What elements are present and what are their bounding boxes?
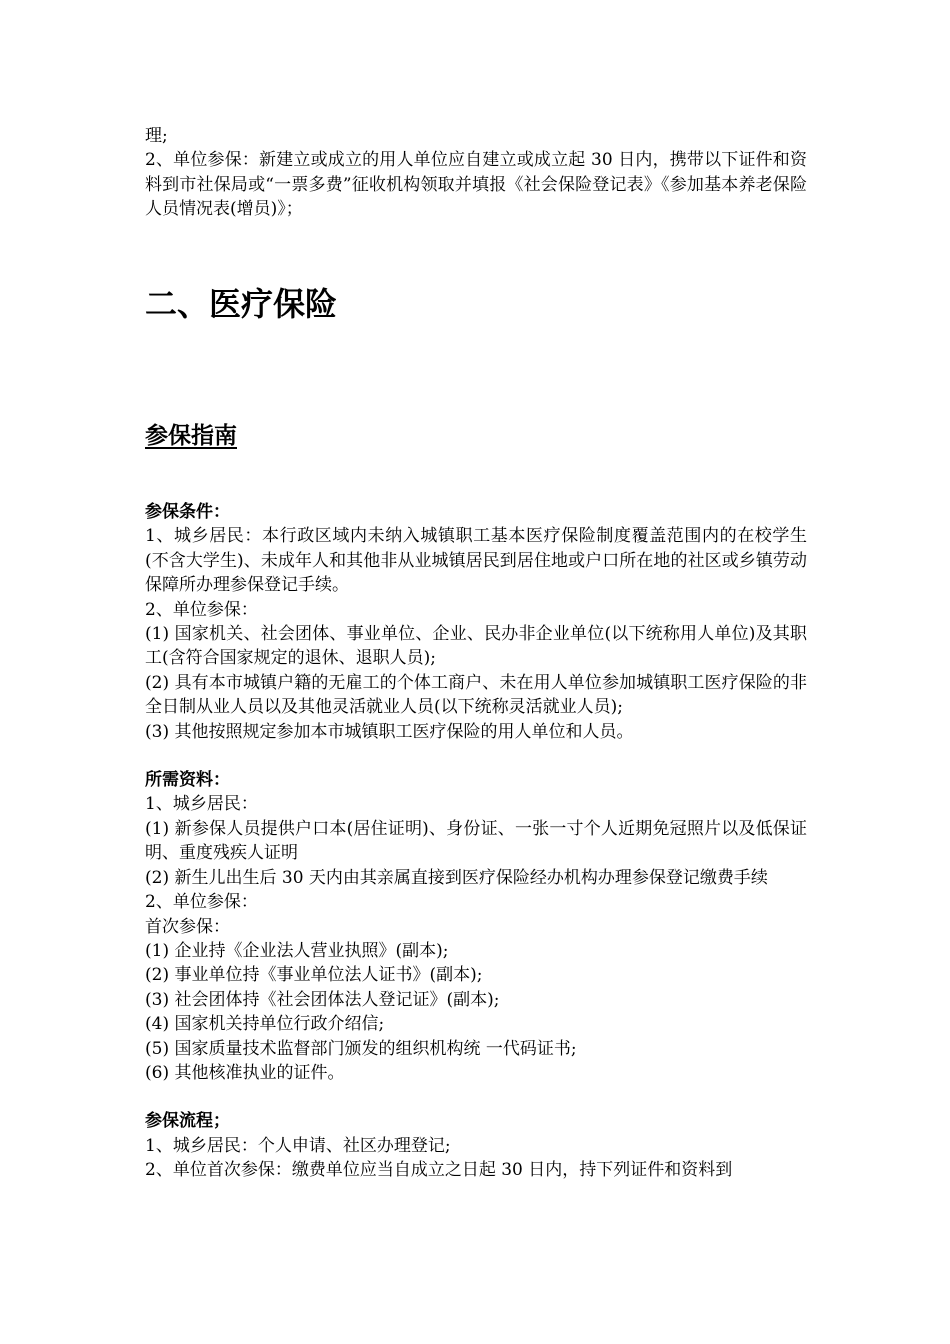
- list-item: 1、城乡居民：个人申请、社区办理登记;: [145, 1135, 451, 1156]
- list-item: (3) 其他按照规定参加本市城镇职工医疗保险的用人单位和人员。: [145, 721, 634, 742]
- section-title-conditions: 参保条件：: [145, 502, 230, 522]
- list-item: 1、城乡居民：: [145, 794, 258, 815]
- paragraph-line: 理;: [145, 126, 168, 146]
- spacer: [145, 1085, 807, 1109]
- list-item: (3) 社会团体持《社会团体法人登记证》(副本);: [145, 989, 500, 1010]
- list-item: 首次参保：: [145, 916, 230, 937]
- list-item: (2) 事业单位持《事业单位法人证书》(副本);: [145, 965, 483, 986]
- section-heading-medical-insurance: 二、医疗保险: [145, 285, 338, 323]
- main-content: [145, 500, 807, 1183]
- list-item: (5) 国家质量技术监督部门颁发的组织机构统 一代码证书;: [145, 1038, 577, 1059]
- list-item: (6) 其他核准执业的证件。: [145, 1062, 345, 1083]
- list-item: (1) 新参保人员提供户口本(居住证明)、身份证、一张一寸个人近期免冠照片以及低保证明、重度残疾人证明: [145, 818, 807, 864]
- list-item: (2) 新生儿出生后 30 天内由其亲属直接到医疗保险经办机构办理参保登记缴费手续: [145, 867, 768, 888]
- list-item: (4) 国家机关持单位行政介绍信;: [145, 1014, 385, 1035]
- section-title-process: 参保流程；: [145, 1111, 230, 1132]
- list-item: (2) 具有本市城镇户籍的无雇工的个体工商户、未在用人单位参加城镇职工医疗保险的非全日制从业人员以及其他灵活就业人员(以下统称灵活就业人员);: [145, 672, 807, 718]
- list-item: 2、单位参保：: [145, 599, 258, 620]
- subheading-enrollment-guide: 参保指南: [145, 423, 237, 449]
- list-item: (1) 国家机关、社会团体、事业单位、企业、民办非企业单位(以下统称用人单位)及其职工(含符合国家规定的退休、退职人员);: [145, 624, 807, 669]
- spacer: [145, 744, 807, 768]
- paragraph-line: 2、单位参保：新建立或成立的用人单位应自建立或成立起 30 日内，携带以下证件和资料到市社保局或“一票多费”征收机构领取并填报《社会保险登记表》《参加基本养老保险人员情况表(增员)》；: [145, 150, 807, 220]
- list-item: 2、单位参保：: [145, 892, 258, 913]
- list-item: 2、单位首次参保：缴费单位应当自成立之日起 30 日内，持下列证件和资料到: [145, 1160, 733, 1181]
- section-title-materials: 所需资料：: [145, 770, 230, 791]
- intro-paragraphs: [145, 124, 807, 222]
- list-item: 1、城乡居民：本行政区域内未纳入城镇职工基本医疗保险制度覆盖范围内的在校学生(不含大学生)、未成年人和其他非从业城镇居民到居住地或户口所在地的社区或乡镇劳动保障所办理参保登记手续。: [145, 526, 807, 596]
- list-item: (1) 企业持《企业法人营业执照》(副本);: [145, 940, 449, 961]
